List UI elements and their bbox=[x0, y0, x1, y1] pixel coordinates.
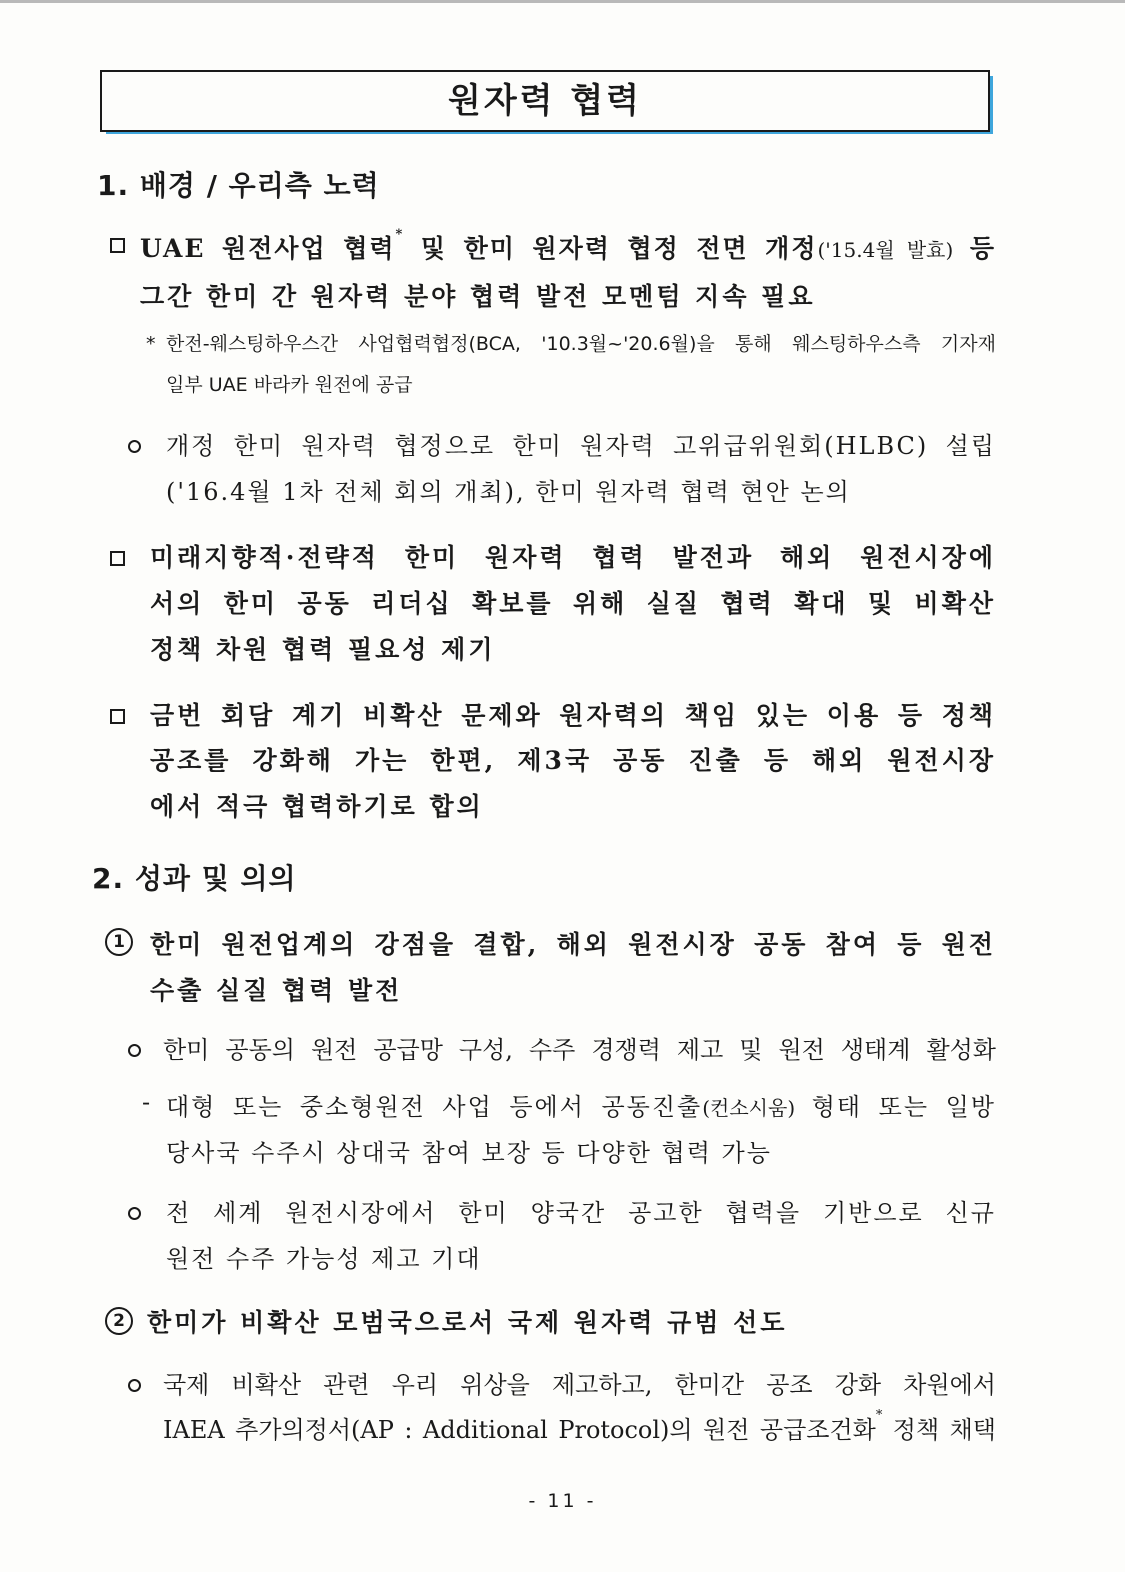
item1-sub2-line1-text: 전 세계 원전시장에서 한미 양국간 공고한 협력을 기반으로 신규 bbox=[166, 1199, 996, 1227]
item1-sub1 bbox=[163, 1030, 996, 1065]
item1-line2: 수출 실질 협력 발전 bbox=[150, 976, 403, 1005]
bullet3-line2 bbox=[150, 741, 996, 777]
item1-line1-text: 한미 원전업계의 강점을 결합, 해외 원전시장 공동 참여 등 원전 bbox=[150, 930, 996, 959]
item2-line2-text-a: IAEA 추가의정서(AP : Additional Protocol)의 원전 공급조건화 bbox=[163, 1416, 876, 1444]
square-bullet-1 bbox=[110, 235, 125, 254]
bullet2-line2-text: 서의 한미 공동 리더십 확보를 위해 실질 협력 확대 및 비확산 bbox=[150, 589, 996, 618]
circle-bullet-3 bbox=[128, 1203, 141, 1222]
bullet1-text-c: 등 bbox=[953, 234, 997, 263]
bullet1-line1 bbox=[140, 229, 996, 265]
item1-sub1-text: 한미 공동의 원전 공급망 구성, 수주 경쟁력 제고 및 원전 생태계 활성화 bbox=[163, 1036, 996, 1064]
item1-dash-line1 bbox=[166, 1087, 996, 1122]
footnote-line1 bbox=[166, 329, 996, 356]
item1-sub2-line2: 원전 수주 가능성 제고 기대 bbox=[166, 1245, 482, 1273]
footnote-marker: * bbox=[146, 333, 156, 355]
page-number: - 11 - bbox=[528, 1490, 597, 1512]
footnote-line2: 일부 UAE 바라카 원전에 공급 bbox=[166, 374, 413, 396]
circle-bullet-1 bbox=[128, 436, 141, 455]
square-bullet-2 bbox=[110, 548, 125, 567]
dash-line1-text-a: 대형 또는 중소형원전 사업 등에서 공동진출 bbox=[166, 1093, 703, 1121]
item1-sub2-line1 bbox=[166, 1193, 996, 1228]
bullet2-line1 bbox=[150, 538, 996, 574]
circle-bullet-4 bbox=[128, 1375, 141, 1394]
dash-line1-text-b: 형태 또는 일방 bbox=[795, 1093, 996, 1121]
page-top-edge bbox=[0, 0, 1125, 3]
item2-sub1-line2 bbox=[163, 1410, 996, 1445]
item1-number: 1 bbox=[105, 928, 133, 956]
title-banner bbox=[100, 70, 990, 132]
page-title: 원자력 협력 bbox=[447, 81, 643, 121]
bullet2-line3: 정책 차원 협력 필요성 제기 bbox=[150, 635, 496, 664]
item2-sub1-line1-text: 국제 비확산 관련 우리 위상을 제고하고, 한미간 공조 강화 차원에서 bbox=[163, 1371, 996, 1399]
bullet1-text-b: 및 한미 원자력 협정 전면 개정 bbox=[404, 234, 818, 263]
bullet3-line1 bbox=[150, 696, 996, 732]
item2-number: 2 bbox=[105, 1307, 133, 1335]
bullet1-line2: 그간 한미 간 원자력 분야 협력 발전 모멘텀 지속 필요 bbox=[140, 282, 816, 311]
dash-marker: - bbox=[142, 1088, 153, 1116]
sub1-line1 bbox=[166, 426, 996, 461]
bullet3-line1-text: 금번 회담 계기 비확산 문제와 원자력의 책임 있는 이용 등 정책 bbox=[150, 701, 996, 730]
footnote-mark: * bbox=[395, 227, 405, 242]
square-bullet-3 bbox=[110, 706, 125, 725]
item2-line2-text-b: 정책 채택 bbox=[882, 1416, 996, 1444]
dash-line1-note: (컨소시움) bbox=[702, 1096, 796, 1120]
section1-heading: 1. 배경 / 우리측 노력 bbox=[97, 169, 380, 202]
item2-sub1-line1 bbox=[163, 1365, 996, 1400]
footnote-mark-2: * bbox=[875, 1408, 883, 1423]
footnote-line1-text: 한전-웨스팅하우스간 사업협력협정(BCA, '10.3월~'20.6월)을 통해 웨스팅하우스측 기자재 bbox=[166, 333, 996, 355]
bullet3-line2-text: 공조를 강화해 가는 한편, 제3국 공동 진출 등 해외 원전시장 bbox=[150, 746, 996, 775]
item1-line1 bbox=[150, 925, 996, 961]
item1-dash-line2: 당사국 수주시 상대국 참여 보장 등 다양한 협력 가능 bbox=[166, 1139, 772, 1167]
circle-bullet-2 bbox=[128, 1040, 141, 1059]
title-box bbox=[100, 70, 990, 132]
item2-number-badge bbox=[105, 1307, 133, 1335]
bullet3-line3: 에서 적극 협력하기로 합의 bbox=[150, 792, 484, 821]
bullet1-text-a: UAE 원전사업 협력 bbox=[140, 234, 396, 263]
bullet2-line1-text: 미래지향적·전략적 한미 원자력 협력 발전과 해외 원전시장에 bbox=[150, 543, 996, 572]
item2-line1: 한미가 비확산 모범국으로서 국제 원자력 규범 선도 bbox=[147, 1308, 788, 1337]
sub1-line2: ('16.4월 1차 전체 회의 개최), 한미 원자력 협력 현안 논의 bbox=[166, 478, 851, 506]
section2-heading: 2. 성과 및 의의 bbox=[92, 862, 297, 895]
sub1-line1-text: 개정 한미 원자력 협정으로 한미 원자력 고위급위원회(HLBC) 설립 bbox=[166, 432, 996, 460]
item1-number-badge bbox=[105, 928, 133, 956]
bullet2-line2 bbox=[150, 584, 996, 620]
bullet1-note: ('15.4월 발효) bbox=[817, 238, 954, 262]
